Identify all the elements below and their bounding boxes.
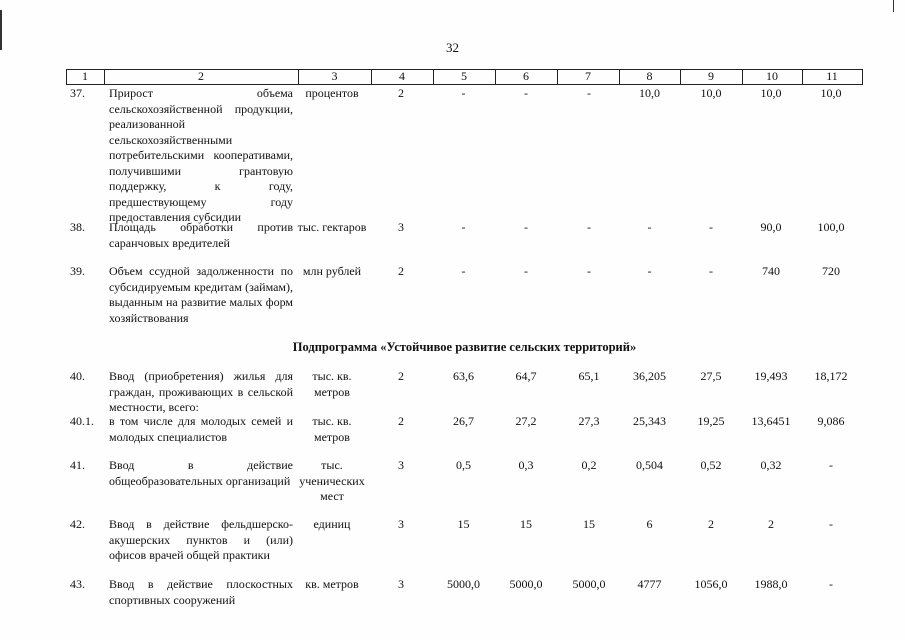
cell-col-4: 3 [398, 220, 404, 234]
unit-of-measure: тыс. кв. метров [312, 414, 352, 444]
cell-col-6: - [524, 264, 528, 278]
cell-col-10: 1988,0 [754, 577, 788, 591]
cell-col-11: - [829, 517, 833, 531]
cell-col-11: - [829, 458, 833, 472]
column-header: 10 [766, 69, 778, 83]
unit-of-measure: тыс. ученических мест [299, 458, 365, 503]
cell-col-9: 1056,0 [694, 577, 728, 591]
cell-col-10: 0,32 [760, 458, 782, 472]
column-header: 4 [399, 69, 405, 83]
row-number: 37. [70, 86, 85, 100]
cell-col-8: 36,205 [633, 369, 666, 383]
column-header: 7 [585, 69, 591, 83]
cell-col-10: 740 [762, 264, 780, 278]
unit-of-measure: единиц [313, 517, 351, 531]
cell-col-6: 15 [520, 517, 532, 531]
cell-col-10: 13,6451 [751, 414, 791, 428]
cell-col-9: 27,5 [700, 369, 722, 383]
cell-col-4: 2 [398, 264, 404, 278]
unit-of-measure: тыс. гектаров [297, 220, 367, 234]
cell-col-5: - [461, 220, 466, 234]
row-number: 41. [70, 458, 85, 472]
cell-col-4: 3 [398, 517, 404, 531]
column-header: 1 [82, 69, 88, 83]
header-right-border [862, 69, 863, 85]
cell-col-5: 15 [457, 517, 470, 531]
cell-col-4: 3 [398, 577, 404, 591]
column-header: 6 [523, 69, 529, 83]
cell-col-10: 2 [768, 517, 774, 531]
cell-col-10: 90,0 [760, 220, 782, 234]
cell-col-6: - [524, 86, 528, 100]
page-number: 32 [446, 40, 459, 55]
cell-col-11: 720 [822, 264, 840, 278]
cell-col-8: - [647, 264, 652, 278]
cell-col-7: - [587, 220, 591, 234]
cell-col-7: 15 [583, 517, 595, 531]
cell-col-6: 5000,0 [509, 577, 543, 591]
column-header-row [66, 69, 863, 84]
cell-col-9: - [709, 220, 713, 234]
cell-col-4: 2 [398, 369, 404, 383]
column-header: 3 [331, 69, 338, 83]
cell-col-10: 19,493 [754, 369, 788, 383]
cell-col-5: 0,5 [456, 458, 471, 472]
cell-col-11: 100,0 [817, 220, 845, 234]
unit-of-measure: кв. метров [305, 577, 359, 591]
indicator-name: Ввод в действие общеобразовательных организаций [109, 458, 293, 488]
cell-col-9: 10,0 [700, 86, 722, 100]
indicator-name: в том числе для молодых семей и молодых специалистов [109, 414, 293, 444]
cell-col-6: 27,2 [515, 414, 537, 428]
unit-of-measure: млн рублей [302, 264, 362, 278]
cell-col-7: 27,3 [578, 414, 600, 428]
cell-col-7: 5000,0 [572, 577, 606, 591]
cell-col-9: 0,52 [700, 458, 722, 472]
row-number: 38. [70, 220, 85, 234]
row-number: 40. [70, 369, 85, 383]
cell-col-4: 2 [398, 414, 404, 428]
row-number: 39. [70, 264, 85, 278]
scan-edge-mark-top-right [893, 0, 894, 12]
indicator-name: Ввод в действие плоскостных спортивных сооружений [109, 577, 293, 607]
cell-col-9: 2 [708, 517, 714, 531]
indicator-name: Площадь обработки против саранчовых вредителей [109, 220, 293, 250]
cell-col-7: 0,2 [581, 458, 597, 472]
indicator-name: Объем ссудной задолженности по субсидируемым кредитам (займам), выданным на развитие малых форм хозяйствования [109, 264, 293, 325]
column-header: 8 [646, 69, 653, 83]
column-header: 11 [826, 69, 838, 83]
cell-col-8: 10,0 [639, 86, 660, 100]
column-header: 9 [708, 69, 714, 83]
indicator-name: Прирост объема сельскохозяйственной продукции, реализованной сельскохозяйственными потребительскими кооперативами, получившими грантовую поддержку, к году, предшествующему году предоставления субсидии [109, 86, 293, 224]
cell-col-11: - [829, 577, 833, 591]
unit-of-measure: процентов [305, 86, 359, 100]
cell-col-5: 63,6 [453, 369, 474, 383]
cell-col-9: - [709, 264, 713, 278]
cell-col-8: 4777 [637, 577, 662, 591]
cell-col-5: 5000,0 [447, 577, 480, 591]
cell-col-8: 6 [646, 517, 653, 531]
cell-col-8: 0,504 [636, 458, 663, 472]
cell-col-11: 9,086 [817, 414, 845, 428]
cell-col-7: - [587, 86, 591, 100]
cell-col-7: - [587, 264, 591, 278]
row-number: 43. [70, 577, 85, 591]
cell-col-9: 19,25 [697, 414, 725, 428]
cell-col-8: - [647, 220, 652, 234]
cell-col-11: 18,172 [814, 369, 848, 383]
cell-col-6: - [524, 220, 528, 234]
cell-col-7: 65,1 [578, 369, 600, 383]
cell-col-8: 25,343 [633, 414, 666, 428]
row-number: 42. [70, 517, 85, 531]
subprogram-heading: Подпрограмма «Устойчивое развитие сельских территорий» [292, 340, 637, 354]
cell-col-5: 26,7 [453, 414, 474, 428]
cell-col-10: 10,0 [760, 86, 782, 100]
indicator-name: Ввод (приобретения) жилья для граждан, проживающих в сельской местности, всего: [109, 369, 293, 414]
cell-col-6: 64,7 [515, 369, 537, 383]
header-bottom-border [66, 84, 863, 85]
unit-of-measure: тыс. кв. метров [312, 369, 352, 399]
column-header: 2 [198, 69, 204, 83]
cell-col-11: 10,0 [820, 86, 842, 100]
row-number: 40.1. [70, 414, 94, 428]
column-header: 5 [461, 69, 467, 83]
indicator-name: Ввод в действие фельдшерско-акушерских пунктов и (или) офисов врачей общей практики [109, 517, 293, 562]
cell-col-5: - [461, 264, 466, 278]
cell-col-6: 0,3 [518, 458, 534, 472]
cell-col-5: - [461, 86, 466, 100]
cell-col-4: 2 [398, 86, 404, 100]
cell-col-4: 3 [398, 458, 404, 472]
